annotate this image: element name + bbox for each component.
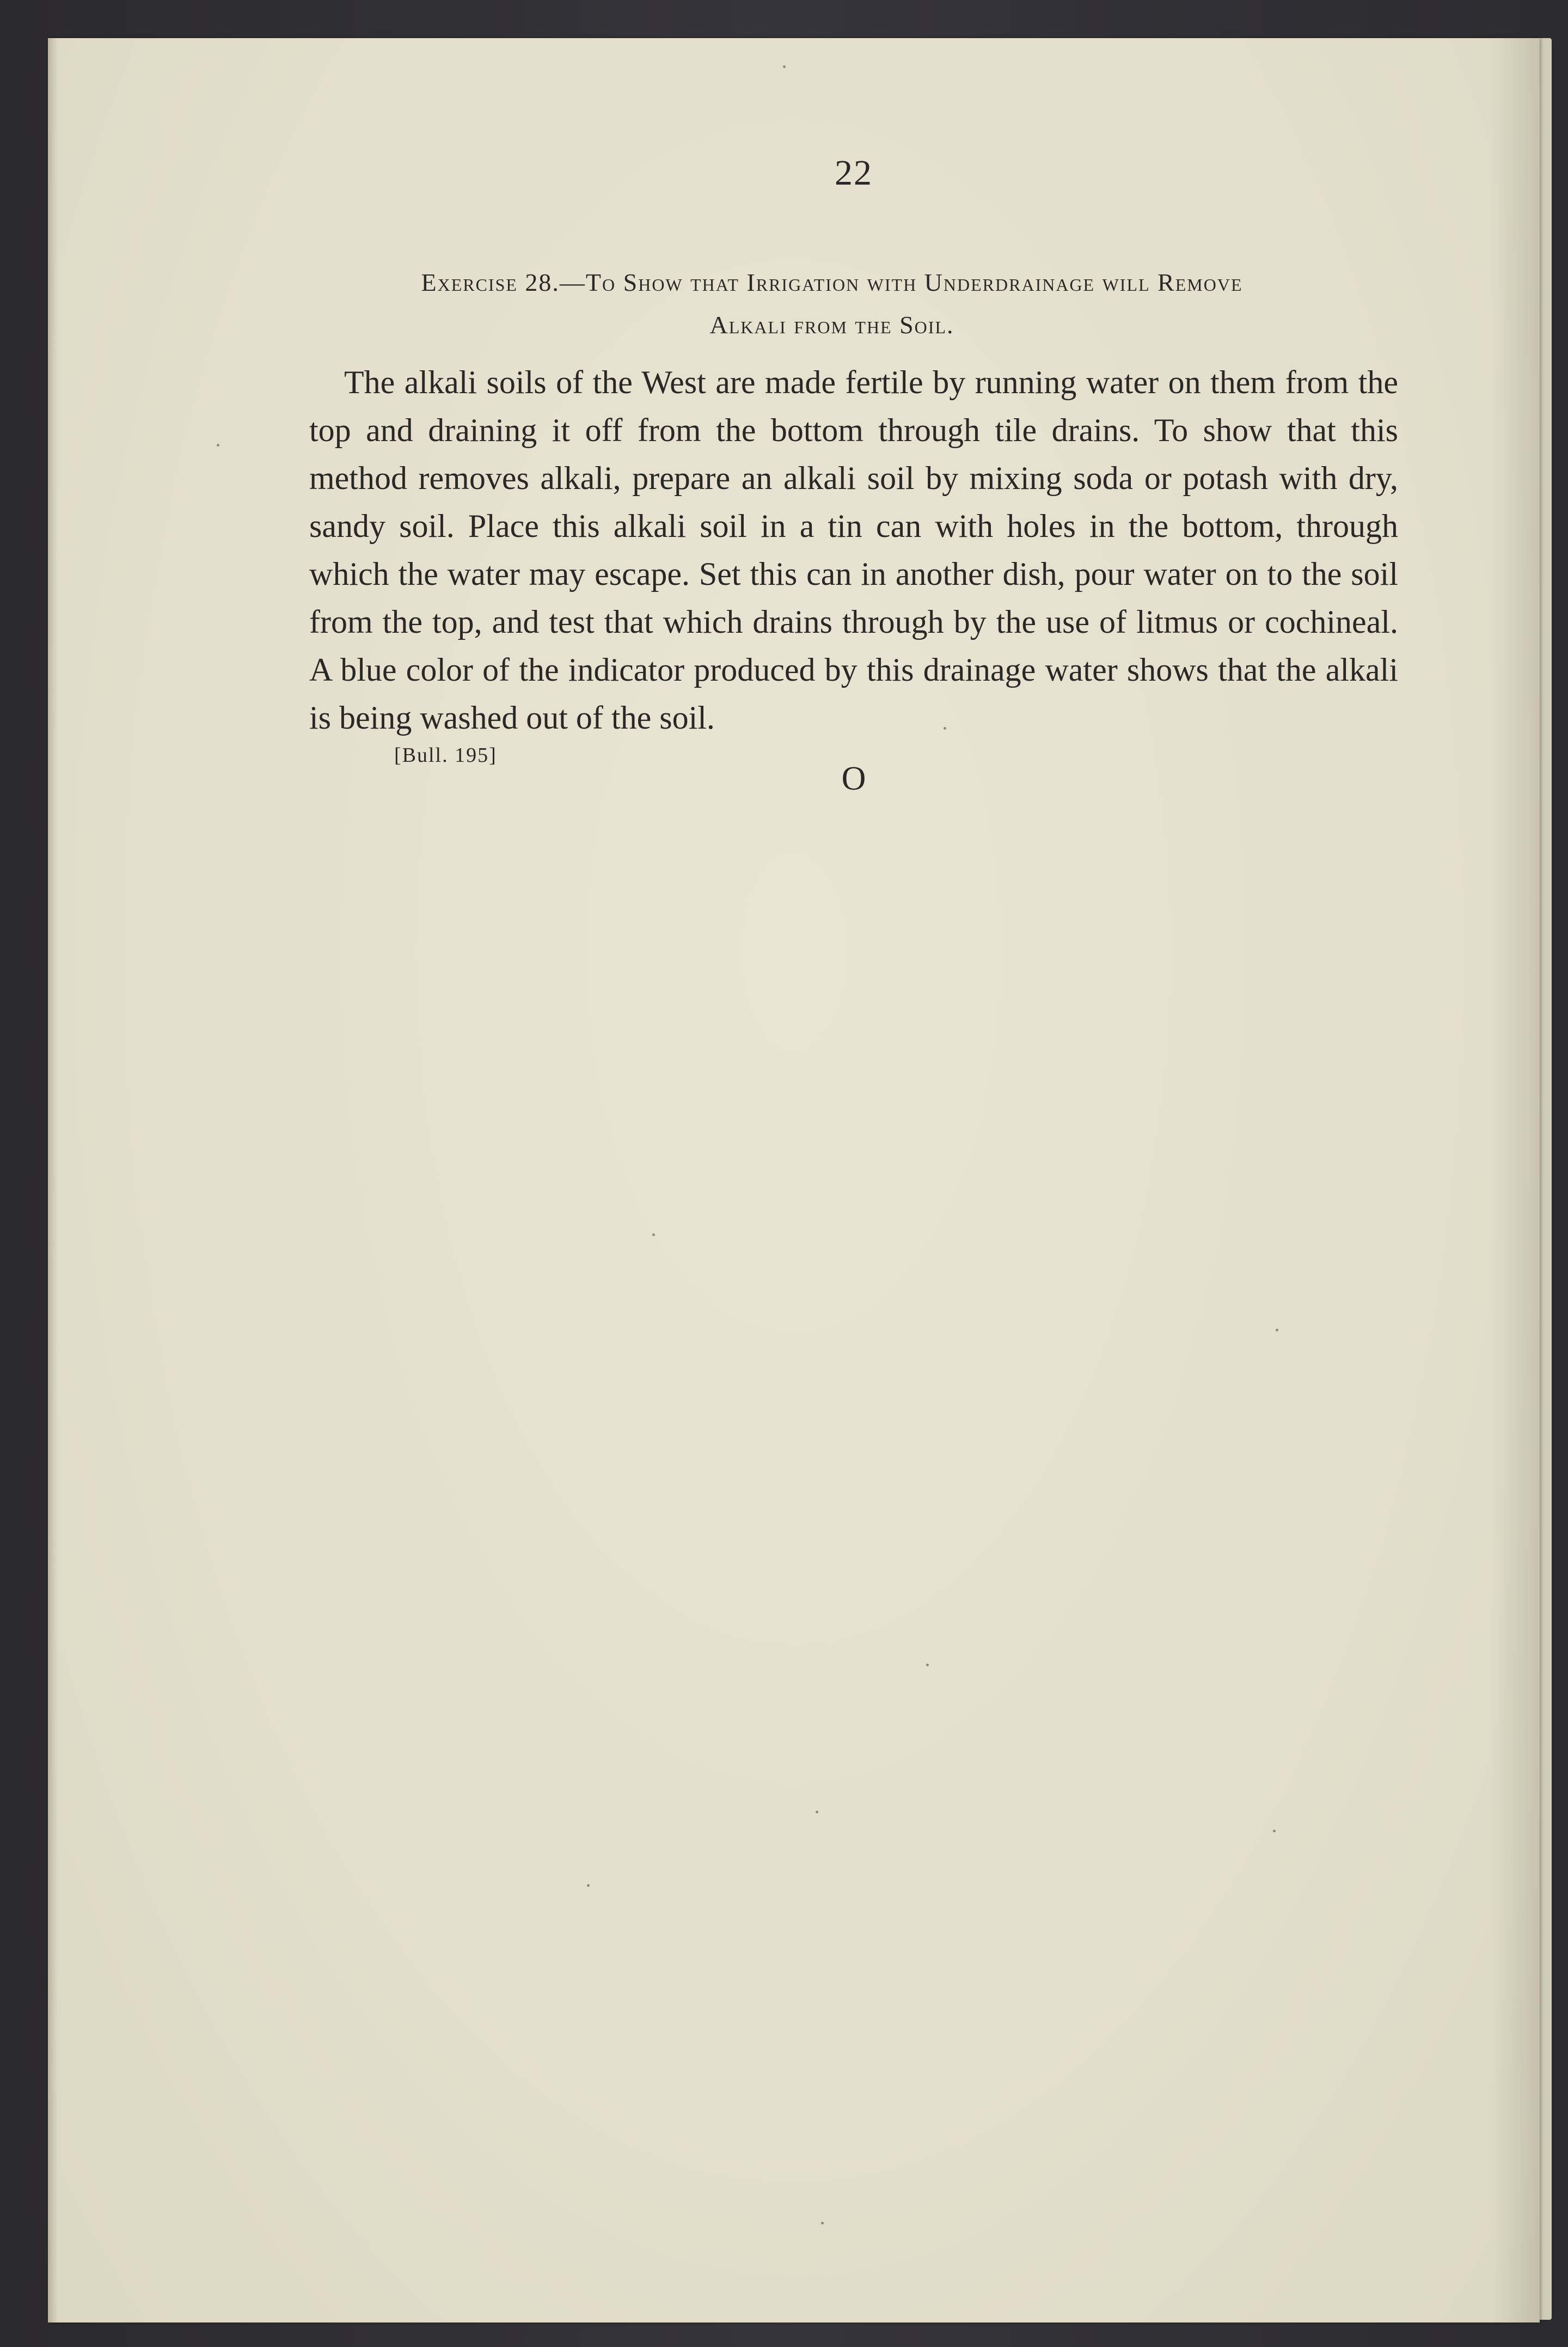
book-page xyxy=(48,38,1540,2322)
paper-speck xyxy=(926,1664,929,1666)
paper-speck xyxy=(652,1233,655,1236)
paper-speck xyxy=(821,2222,824,2224)
exercise-heading-line-2: Alkali from the Soil. xyxy=(709,311,954,339)
bulletin-reference: [Bull. 195] xyxy=(394,744,497,767)
exercise-heading xyxy=(255,261,1409,346)
paper-speck xyxy=(783,65,786,68)
paper-speck xyxy=(217,444,219,447)
page-left-edge-shading xyxy=(48,38,58,2322)
paper-speck xyxy=(944,727,946,730)
page-gutter-shadow xyxy=(1491,38,1540,2322)
paper-speck xyxy=(587,1884,590,1887)
end-of-text-mark: O xyxy=(841,760,866,797)
exercise-heading-line-1: Exercise 28.—To Show that Irrigation with Underdrainage will Remove xyxy=(421,268,1243,296)
paper-speck xyxy=(816,1811,818,1813)
paper-speck xyxy=(1273,1830,1276,1832)
page-number: 22 xyxy=(835,153,873,193)
exercise-paragraph: The alkali soils of the West are made fertile by running water on them from the top and draining it off from the bottom through tile drains. To show that this method removes alkali, prepare an alkali soil by mixing soda or potash with dry, sandy soil. Place this alkali soil in a tin can with holes in the bottom, through which the water may escape. Set this can in another dish, pour water on to the soil from the top, and test that which drains through by the use of litmus or cochineal. A blue color of the indicator produced by this drainage water shows that the alkali is being washed out of the soil. xyxy=(309,364,1398,736)
paper-speck xyxy=(1276,1329,1278,1331)
